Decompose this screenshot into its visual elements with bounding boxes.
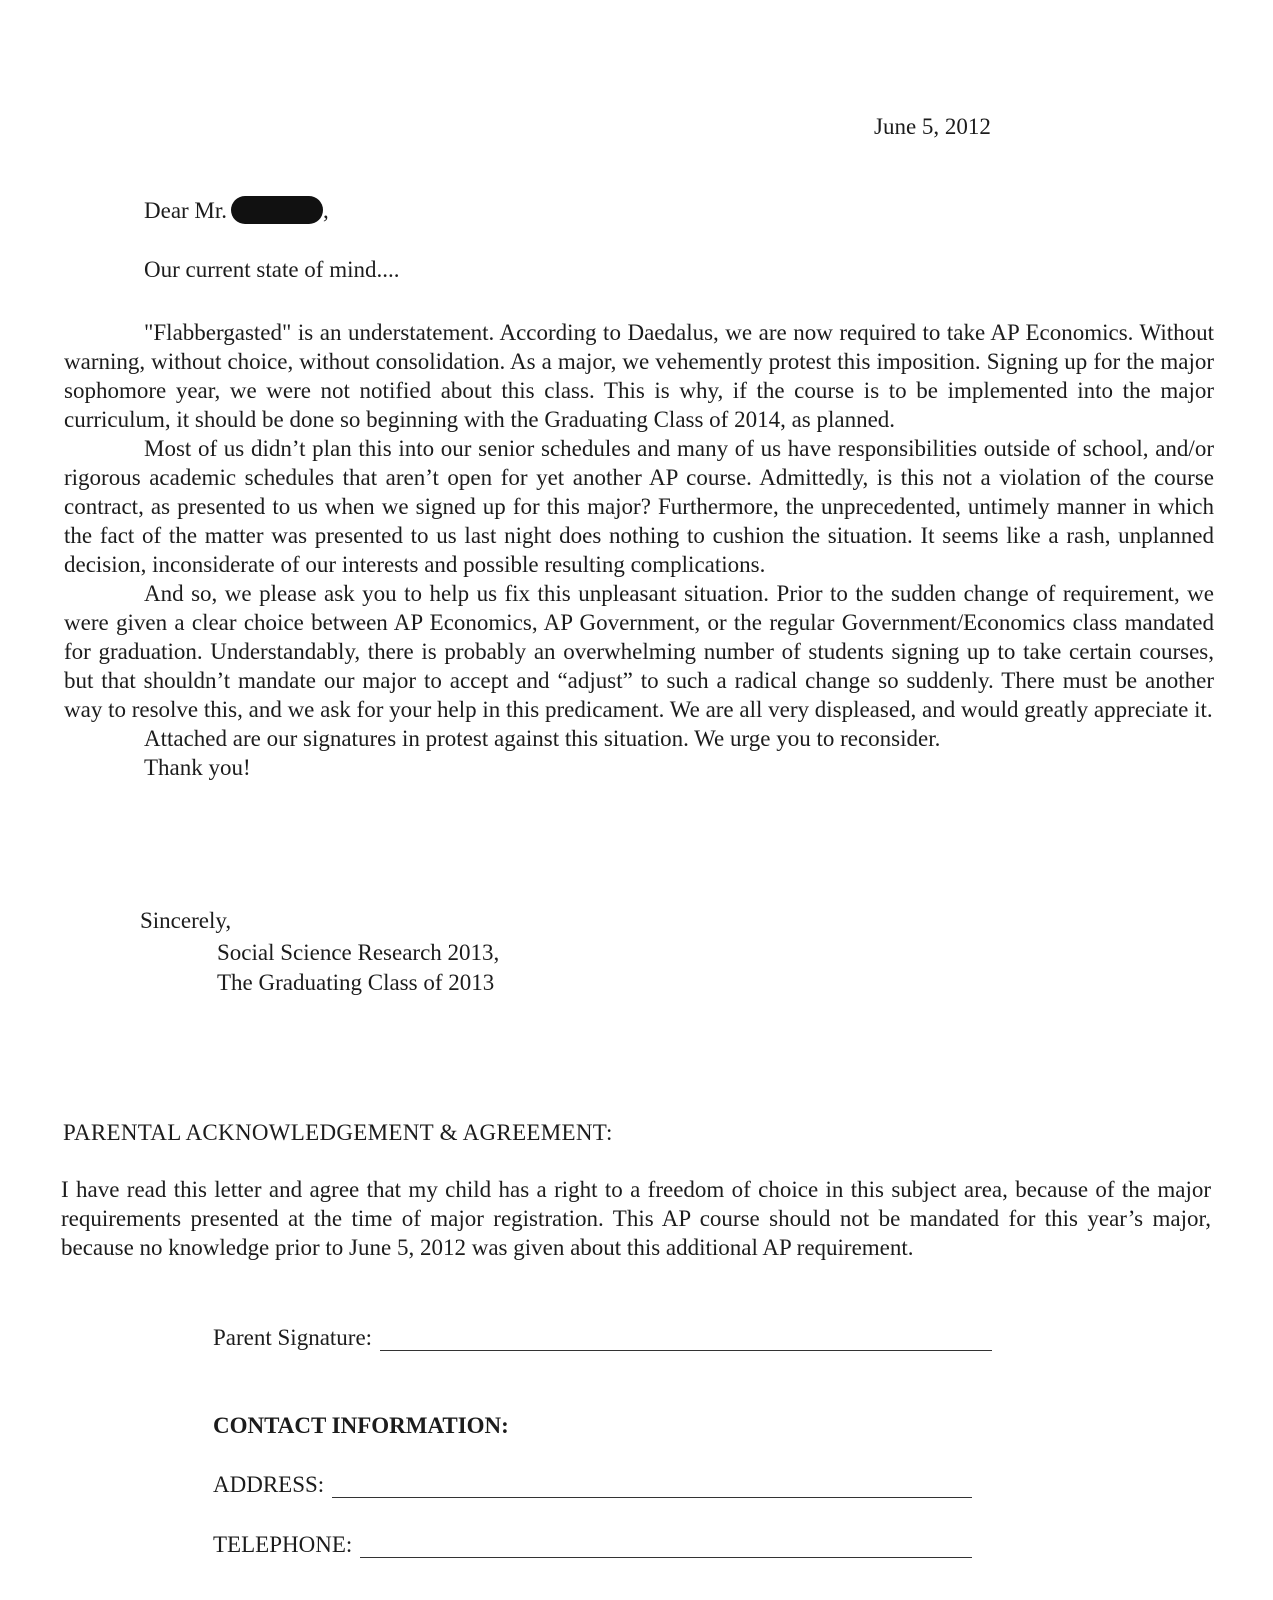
- address-field[interactable]: [213, 1472, 972, 1498]
- body-paragraph-2: Most of us didn’t plan this into our senior schedules and many of us have responsibilities outside of school, and/or rigorous academic schedules that aren’t open for yet another AP course. Admittedly, is this not a violation of the course contract, as presented to us when we signed up for this major? Furthermore, the unprecedented, untimely manner in which the fact of the matter was presented to us last night does nothing to cushion the situation. It seems like a rash, unplanned decision, inconsiderate of our interests and possible resulting complications.: [64, 436, 1214, 577]
- body-paragraph-1: "Flabbergasted" is an understatement. According to Daedalus, we are now required to take AP Economics. Without warning, without choice, without consolidation. As a major, we vehemently protest this imposition. Signing up for the major sophomore year, we were not notified about this class. This is why, if the course is to be implemented into the major curriculum, it should be done so beginning with the Graduating Class of 2014, as planned.: [64, 320, 1214, 432]
- contact-title: CONTACT INFORMATION:: [213, 1413, 509, 1438]
- acknowledgement-text: I have read this letter and agree that my child has a right to a freedom of choice in this subject area, because of the major requirements presented at the time of major registration. This AP course should not be mandated for this year’s major, because no knowledge prior to June 5, 2012 was given about this additional AP requirement.: [61, 1177, 1211, 1260]
- closing: Sincerely,: [140, 908, 232, 933]
- greeting-suffix: ,: [323, 198, 329, 223]
- signature-line-2: The Graduating Class of 2013: [217, 970, 495, 995]
- greeting-prefix: Dear Mr.: [144, 198, 228, 223]
- redacted-name: [231, 196, 323, 224]
- body-paragraph-3: And so, we please ask you to help us fix this unpleasant situation. Prior to the sudden change of requirement, we were given a clear choice between AP Economics, AP Government, or the regular Government/Economics class mandated for graduation. Understandably, there is probably an overwhelming number of students signing up to take certain courses, but that shouldn’t mandate our major to accept and “adjust” to such a radical change so suddenly. There must be another way to resolve this, and we ask for your help in this predicament. We are all very displeased, and would greatly appreciate it.: [64, 581, 1214, 722]
- letter-body: [64, 318, 1214, 782]
- body-paragraph-5: Thank you!: [144, 755, 251, 780]
- signature-line-1: Social Science Research 2013,: [217, 940, 500, 965]
- parent-signature-line[interactable]: [380, 1328, 992, 1351]
- body-paragraph-4: Attached are our signatures in protest against this situation. We urge you to reconsider.: [144, 726, 941, 751]
- parent-signature-field[interactable]: [213, 1325, 992, 1351]
- parent-signature-label: Parent Signature:: [213, 1325, 373, 1350]
- telephone-line[interactable]: [360, 1535, 972, 1558]
- telephone-field[interactable]: [213, 1532, 972, 1558]
- telephone-label: TELEPHONE:: [213, 1532, 353, 1557]
- letter-date: June 5, 2012: [874, 114, 991, 139]
- greeting: [144, 196, 329, 224]
- address-label: ADDRESS:: [213, 1472, 325, 1497]
- acknowledgement-title: PARENTAL ACKNOWLEDGEMENT & AGREEMENT:: [63, 1120, 613, 1145]
- opening-line: Our current state of mind....: [144, 257, 400, 282]
- address-line[interactable]: [332, 1475, 972, 1498]
